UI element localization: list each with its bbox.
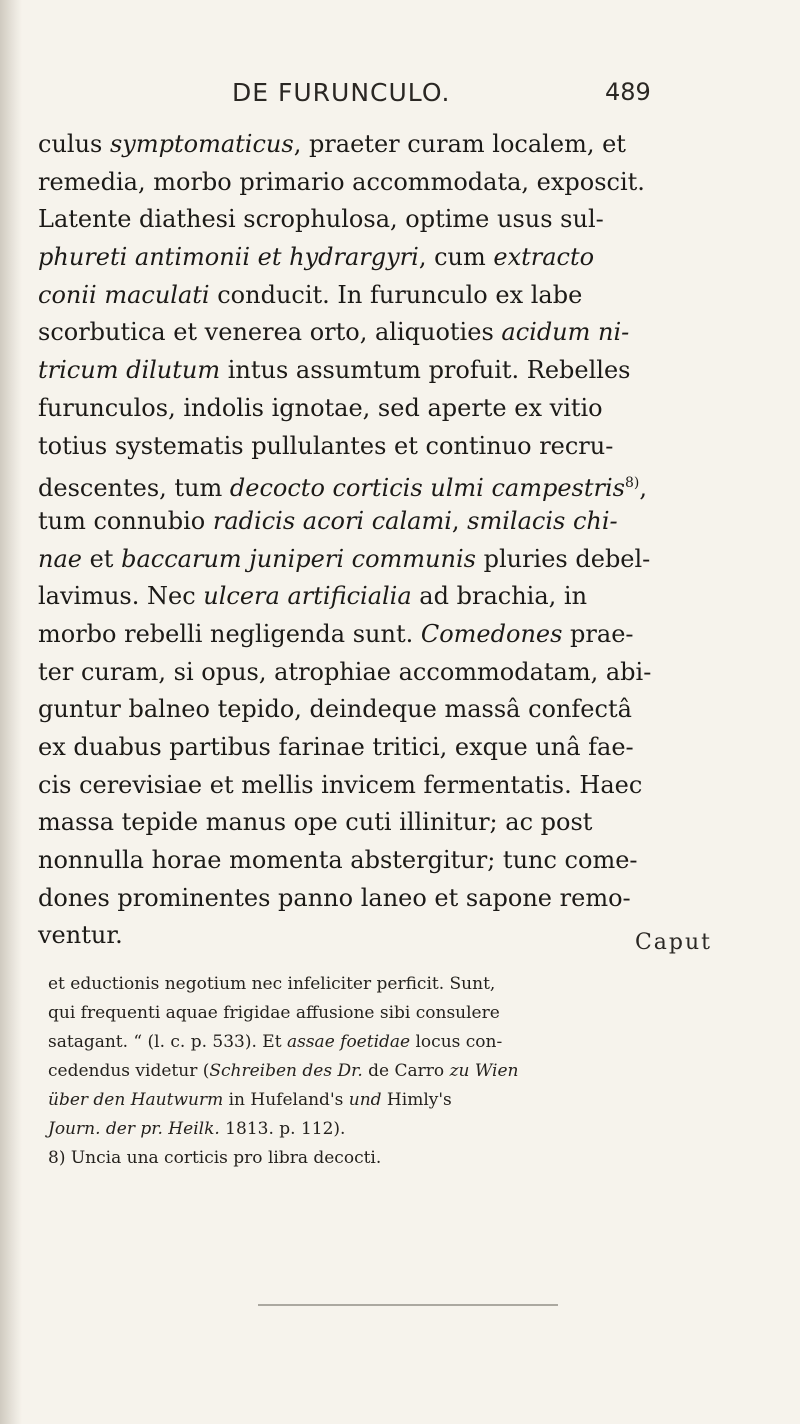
- text-line: guntur balneo tepido, deindeque massâ confectâ: [38, 695, 632, 724]
- text-line: scorbutica et venerea orto, aliquoties acidum ni-: [38, 318, 630, 347]
- footnote-ref: 8): [624, 475, 640, 492]
- catchword: Caput: [634, 930, 712, 955]
- text-line: nonnulla horae momenta abstergitur; tunc come-: [38, 846, 638, 875]
- text-line: furunculos, indolis ignotae, sed aperte ex vitio: [38, 393, 603, 422]
- text-line: tum connubio radicis acori calami, smilacis chi-: [38, 506, 618, 535]
- catchword-row: [0, 930, 800, 960]
- footnote-8: 8) Uncia una corticis pro libra decocti.: [48, 1148, 382, 1168]
- text-line: ex duabus partibus farinae tritici, exque unâ fae-: [38, 733, 634, 761]
- text-line: remedia, morbo primario accommodata, exposcit.: [38, 167, 645, 196]
- footnotes: [48, 970, 748, 1173]
- text-line: cis cerevisiae et mellis invicem fermentatis. Haec: [38, 770, 643, 799]
- footnote-rule: [258, 1304, 558, 1306]
- footnote-line: et eductionis negotium nec infeliciter perficit. Sunt,: [48, 974, 496, 994]
- text-line: massa tepide manus ope cuti illinitur; ac post: [38, 808, 593, 837]
- page-number: 489: [605, 78, 651, 106]
- text-line: dones prominentes panno laneo et sapone remo-: [38, 883, 631, 912]
- text-line: lavimus. Nec ulcera artificialia ad brachia, in: [38, 582, 588, 611]
- book-spine-shadow: [0, 0, 22, 1424]
- page-header: [0, 78, 800, 118]
- text-line: phureti antimonii et hydrargyri, cum extracto: [38, 243, 595, 272]
- main-text: [38, 126, 758, 955]
- text-line: conii maculati conducit. In furunculo ex labe: [38, 280, 583, 309]
- text-line: morbo rebelli negligenda sunt. Comedones prae-: [38, 619, 634, 648]
- text-line: culus symptomaticus, praeter curam localem, et: [38, 130, 626, 158]
- footnote-line: über den Hautwurm in Hufeland's und Himly's: [48, 1090, 452, 1110]
- text-line: descentes, tum decocto corticis ulmi campestris$^{8)}$,: [38, 474, 647, 503]
- text-line: nae et baccarum juniperi communis pluries debel-: [38, 544, 651, 573]
- footnote-line: Journ. der pr. Heilk. 1813. p. 112).: [48, 1119, 346, 1139]
- text-line: ventur.: [38, 921, 123, 950]
- text-line: Latente diathesi scrophulosa, optime usus sul-: [38, 205, 604, 234]
- footnote-line: qui frequenti aquae frigidae affusione sibi consulere: [48, 1003, 500, 1023]
- footnote-line: cedendus videtur (Schreiben des Dr. de Carro zu Wien: [48, 1061, 519, 1081]
- text-line: totius systematis pullulantes et continuo recru-: [38, 431, 614, 460]
- footnote-line: satagant. “ (l. c. p. 533). Et assae foetidae locus con-: [48, 1032, 503, 1052]
- text-line: tricum dilutum intus assumtum profuit. Rebelles: [38, 356, 631, 385]
- text-line: ter curam, si opus, atrophiae accommodatam, abi-: [38, 657, 652, 686]
- running-head: DE FURUNCULO.: [232, 78, 451, 107]
